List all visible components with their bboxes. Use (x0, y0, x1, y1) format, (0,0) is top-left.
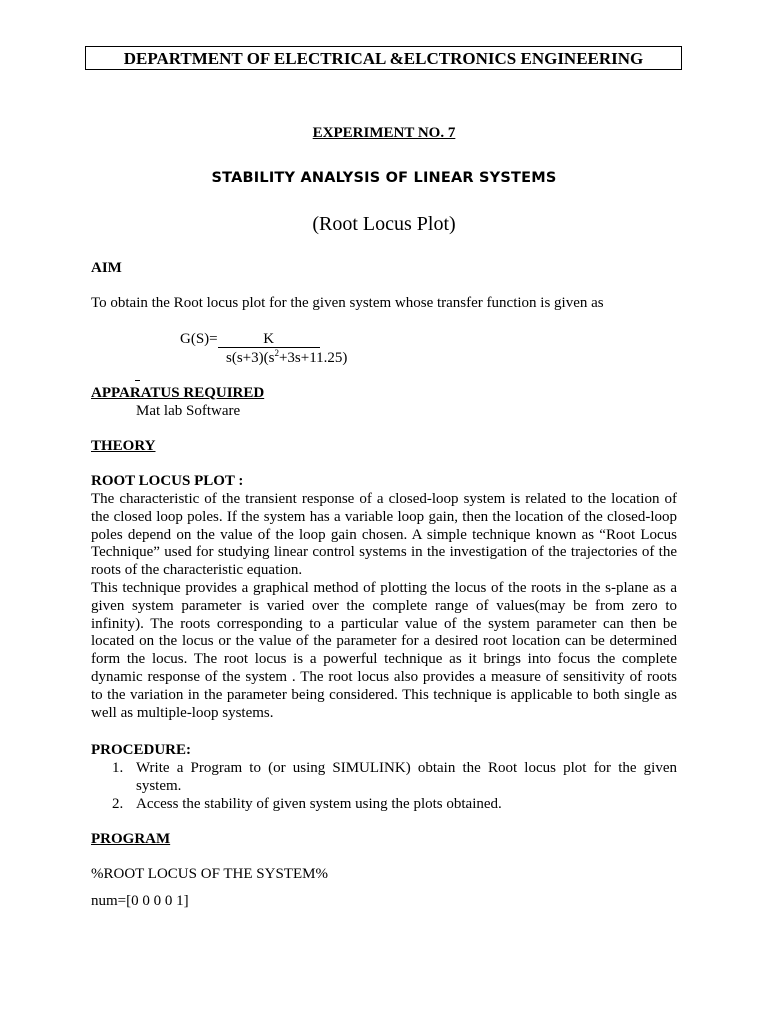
paragraph-line: located on the locus or the value of the parameter for a desired root location can be determined (91, 633, 677, 650)
program-line: %ROOT LOCUS OF THE SYSTEM% (91, 866, 328, 882)
experiment-title: STABILITY ANALYSIS OF LINEAR SYSTEMS (211, 170, 557, 186)
aim-text: To obtain the Root locus plot for the given system whose transfer function is given as (91, 295, 604, 311)
experiment-number: EXPERIMENT NO. 7 (312, 125, 456, 141)
paragraph-line: dynamic response of the system . The root locus also provides a measure of sensitivity of roots (91, 668, 677, 685)
aim-heading: AIM (91, 260, 122, 276)
transfer-function-lhs: G(S)= (180, 331, 218, 347)
step-text: Access the stability of given system using the plots obtained. (136, 795, 502, 812)
stray-mark (135, 380, 140, 381)
theory-heading: THEORY (91, 438, 156, 454)
paragraph-line: form the locus. The root locus is a powerful technique as it brings into focus the complete (91, 651, 677, 668)
list-item (91, 796, 677, 814)
paragraph-line: well as multiple-loop systems. (91, 704, 274, 721)
list-item (91, 760, 677, 796)
theory-paragraph-2 (91, 580, 677, 722)
procedure-heading: PROCEDURE: (91, 742, 191, 758)
procedure-list (91, 760, 677, 813)
experiment-subtitle: (Root Locus Plot) (312, 213, 456, 235)
denominator-part2: +3s+11.25) (278, 350, 348, 366)
paragraph-line: to the variation in the parameter being considered. This technique is applicable to both single as (91, 686, 677, 703)
transfer-function-denominator (226, 348, 347, 367)
paragraph-line: roots of the characteristic equation. (91, 562, 303, 579)
root-locus-subheading: ROOT LOCUS PLOT : (91, 473, 244, 489)
paragraph-line: infinity). The roots corresponding to a particular value of the system parameter can then be (91, 615, 677, 632)
step-number: 1. (112, 760, 124, 776)
step-text: Write a Program to (or using SIMULINK) obtain the Root locus plot for the given (136, 760, 677, 776)
apparatus-heading: APPARATUS REQUIRED (91, 385, 265, 401)
step-number: 2. (112, 795, 124, 812)
paragraph-line: given system parameter is varied over the complete range of values(may be from zero to (91, 597, 677, 614)
program-heading: PROGRAM (91, 831, 171, 847)
step-text-continued: system. (136, 777, 182, 794)
paragraph-line: Technique” used for studying linear control systems in the investigation of the trajectories of the (91, 544, 677, 561)
transfer-function-numerator (180, 331, 320, 348)
denominator-exponent: 2 (274, 348, 279, 358)
paragraph-line: This technique provides a graphical method of plotting the locus of the roots in the s-plane as a (91, 580, 677, 596)
apparatus-item: Mat lab Software (136, 403, 241, 419)
numerator: K (218, 332, 320, 348)
program-line: num=[0 0 0 0 1] (91, 893, 189, 909)
department-header: DEPARTMENT OF ELECTRICAL &ELCTRONICS ENGINEERING (85, 46, 682, 70)
paragraph-line: poles depend on the value of the loop gain chosen. A simple technique known as “Root Locus (91, 526, 677, 543)
theory-paragraph-1 (91, 491, 677, 580)
paragraph-line: The characteristic of the transient response of a closed-loop system is related to the location of (91, 491, 677, 507)
paragraph-line: the closed loop poles. If the system has a variable loop gain, then the location of the closed-loop (91, 508, 677, 525)
denominator-part1: s(s+3)(s (226, 350, 275, 366)
